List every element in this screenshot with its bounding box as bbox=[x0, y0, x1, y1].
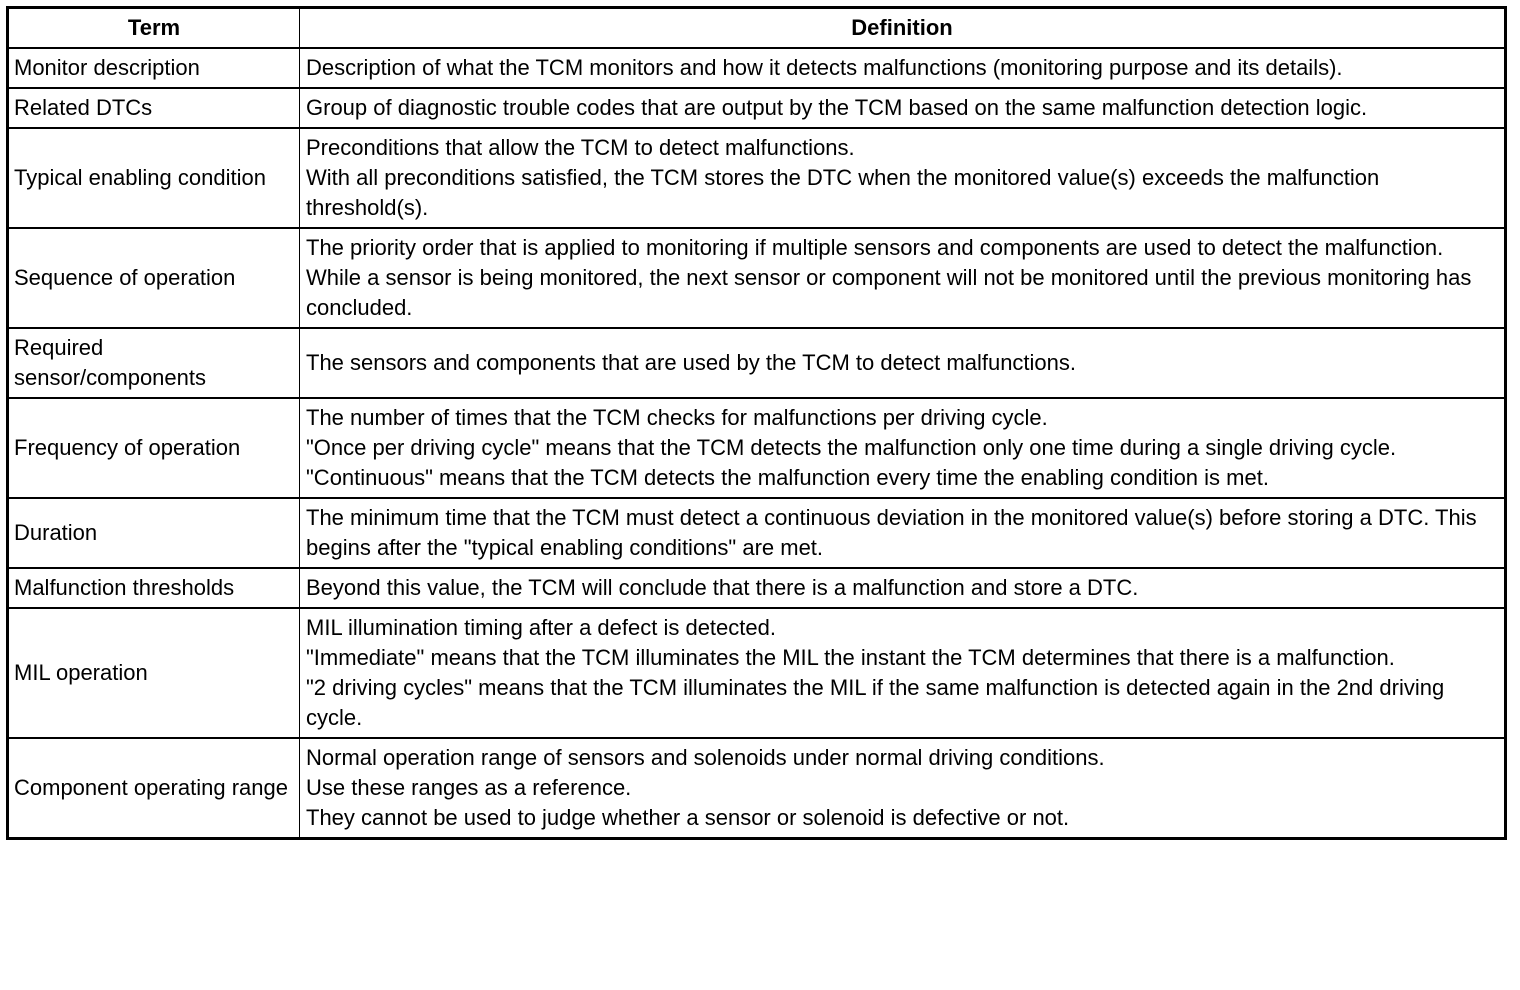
terms-definitions-table bbox=[6, 6, 1507, 840]
term-cell: Typical enabling condition bbox=[8, 128, 300, 228]
term-column-header: Term bbox=[8, 8, 300, 49]
table-row bbox=[8, 608, 1506, 738]
definition-line: Use these ranges as a reference. bbox=[306, 775, 632, 800]
table-row bbox=[8, 328, 1506, 398]
definition-line: The priority order that is applied to monitoring if multiple sensors and components are used to detect the malfunction. bbox=[306, 235, 1444, 260]
definition-cell bbox=[300, 328, 1506, 398]
definition-line: Beyond this value, the TCM will conclude that there is a malfunction and store a DTC. bbox=[306, 575, 1139, 600]
definition-line: "Continuous" means that the TCM detects the malfunction every time the enabling condition is met. bbox=[306, 465, 1269, 490]
definition-line: While a sensor is being monitored, the next sensor or component will not be monitored until the previous monitoring has concluded. bbox=[306, 265, 1472, 320]
term-cell: MIL operation bbox=[8, 608, 300, 738]
definition-line: Preconditions that allow the TCM to detect malfunctions. bbox=[306, 135, 855, 160]
definition-cell bbox=[300, 498, 1506, 568]
table-row bbox=[8, 738, 1506, 839]
table-row bbox=[8, 88, 1506, 128]
term-cell: Duration bbox=[8, 498, 300, 568]
term-cell: Sequence of operation bbox=[8, 228, 300, 328]
definition-cell bbox=[300, 88, 1506, 128]
definition-line: The sensors and components that are used by the TCM to detect malfunctions. bbox=[306, 350, 1077, 375]
definition-cell bbox=[300, 128, 1506, 228]
term-cell: Component operating range bbox=[8, 738, 300, 839]
term-cell: Monitor description bbox=[8, 48, 300, 88]
table-row bbox=[8, 398, 1506, 498]
definition-cell bbox=[300, 738, 1506, 839]
definition-line: They cannot be used to judge whether a sensor or solenoid is defective or not. bbox=[306, 805, 1070, 830]
definition-cell bbox=[300, 48, 1506, 88]
definition-line: Normal operation range of sensors and solenoids under normal driving conditions. bbox=[306, 745, 1105, 770]
table-row bbox=[8, 568, 1506, 608]
definition-line: With all preconditions satisfied, the TCM stores the DTC when the monitored value(s) exceeds the malfunction threshold(s). bbox=[306, 165, 1380, 220]
table-row bbox=[8, 228, 1506, 328]
table-header-row bbox=[8, 8, 1506, 49]
term-cell: Malfunction thresholds bbox=[8, 568, 300, 608]
term-cell: Related DTCs bbox=[8, 88, 300, 128]
term-cell: Required sensor/components bbox=[8, 328, 300, 398]
definition-cell bbox=[300, 608, 1506, 738]
definition-column-header: Definition bbox=[300, 8, 1506, 49]
definition-line: "Immediate" means that the TCM illuminates the MIL the instant the TCM determines that there is a malfunction. bbox=[306, 645, 1395, 670]
definition-line: "2 driving cycles" means that the TCM illuminates the MIL if the same malfunction is detected again in the 2nd driving cycle. bbox=[306, 675, 1445, 730]
table-row bbox=[8, 498, 1506, 568]
definition-cell bbox=[300, 228, 1506, 328]
definition-cell bbox=[300, 398, 1506, 498]
table-row bbox=[8, 128, 1506, 228]
definition-cell bbox=[300, 568, 1506, 608]
table-row bbox=[8, 48, 1506, 88]
definition-line: Group of diagnostic trouble codes that are output by the TCM based on the same malfunction detection logic. bbox=[306, 95, 1368, 120]
definition-line: The minimum time that the TCM must detect a continuous deviation in the monitored value(s) before storing a DTC. This begins after the "typical enabling conditions" are met. bbox=[306, 505, 1477, 560]
term-cell: Frequency of operation bbox=[8, 398, 300, 498]
definition-line: The number of times that the TCM checks for malfunctions per driving cycle. bbox=[306, 405, 1048, 430]
definition-line: "Once per driving cycle" means that the TCM detects the malfunction only one time during a single driving cycle. bbox=[306, 435, 1397, 460]
table-body bbox=[8, 48, 1506, 839]
definition-line: Description of what the TCM monitors and how it detects malfunctions (monitoring purpose and its details). bbox=[306, 55, 1343, 80]
definition-line: MIL illumination timing after a defect is detected. bbox=[306, 615, 776, 640]
